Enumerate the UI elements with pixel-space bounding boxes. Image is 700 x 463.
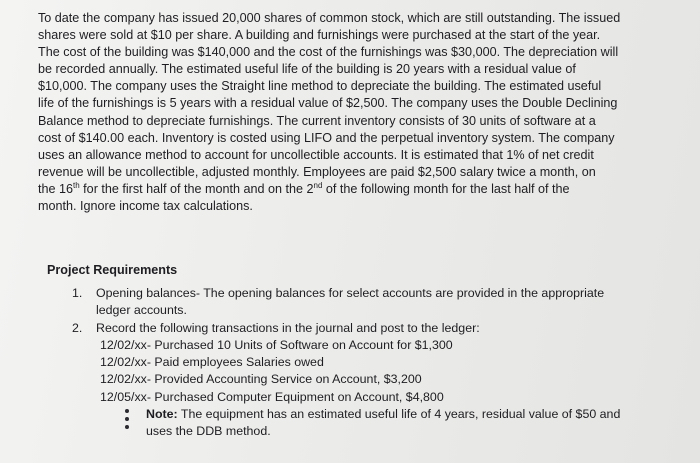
text-run: for the first half of the month and on the 2	[79, 181, 314, 196]
intro-line-pay-dates	[38, 181, 688, 198]
text-run: the 16	[38, 181, 74, 196]
equipment-note	[96, 406, 692, 441]
requirement-text: ledger accounts.	[96, 303, 187, 318]
bullet-dots-icon	[123, 409, 131, 435]
intro-line: shares were sold at $10 per share. A building and furnishings were purchased at the start of the year.	[38, 28, 601, 43]
intro-line: life of the furnishings is 5 years with a residual value of $2,500. The company uses the Double Declining	[38, 96, 618, 111]
requirement-number: 1.	[72, 286, 83, 300]
section-title: Project Requirements	[47, 263, 178, 277]
requirement-item	[72, 320, 692, 441]
text-run: of the following month for the last half of the	[322, 181, 570, 196]
intro-line: To date the company has issued 20,000 shares of common stock, which are still outstanding. The issued	[38, 11, 621, 25]
note-line: uses the DDB method.	[146, 424, 271, 439]
intro-line: be recorded annually. The estimated useful life of the building is 20 years with a residual value of	[38, 62, 576, 77]
requirement-text: Opening balances- The opening balances for select accounts are provided in the appropriate	[96, 286, 605, 300]
requirements-list	[72, 285, 692, 441]
intro-line: Balance method to depreciate furnishings. The current inventory consists of 30 units of software at a	[38, 113, 596, 128]
intro-line: $10,000. The company uses the Straight line method to depreciate the building. The estimated useful	[38, 79, 602, 94]
intro-line: month. Ignore income tax calculations.	[38, 199, 253, 214]
transaction-line: 12/02/xx- Purchased 10 Units of Software on Account for $1,300	[100, 337, 453, 352]
note-line	[146, 406, 692, 423]
ordinal-suffix: th	[73, 180, 80, 190]
transaction-line: 12/02/xx- Provided Accounting Service on Account, $3,200	[100, 372, 422, 387]
requirement-text: Record the following transactions in the journal and post to the ledger:	[96, 320, 480, 335]
transaction-line: 12/02/xx- Paid employees Salaries owed	[100, 355, 324, 370]
intro-line: The cost of the building was $140,000 and the cost of the furnishings was $30,000. The depreciation will	[38, 45, 619, 60]
requirement-number: 2.	[72, 320, 83, 335]
note-label: Note:	[146, 407, 178, 422]
intro-line: uses an allowance method to account for uncollectible accounts. It is estimated that 1% of net credit	[38, 147, 594, 162]
intro-line: cost of $140.00 each. Inventory is costed using LIFO and the perpetual inventory system. The company	[38, 130, 615, 145]
note-text: The equipment has an estimated useful life of 4 years, residual value of $50 and	[177, 407, 621, 422]
transaction-list	[96, 337, 692, 406]
intro-line: revenue will be uncollectible, adjusted monthly. Employees are paid $2,500 salary twice a month, on	[38, 164, 596, 179]
requirement-item	[72, 285, 692, 320]
intro-paragraph	[38, 10, 688, 215]
ordinal-suffix: nd	[313, 180, 323, 190]
transaction-line: 12/05/xx- Purchased Computer Equipment on Account, $4,800	[100, 389, 444, 404]
